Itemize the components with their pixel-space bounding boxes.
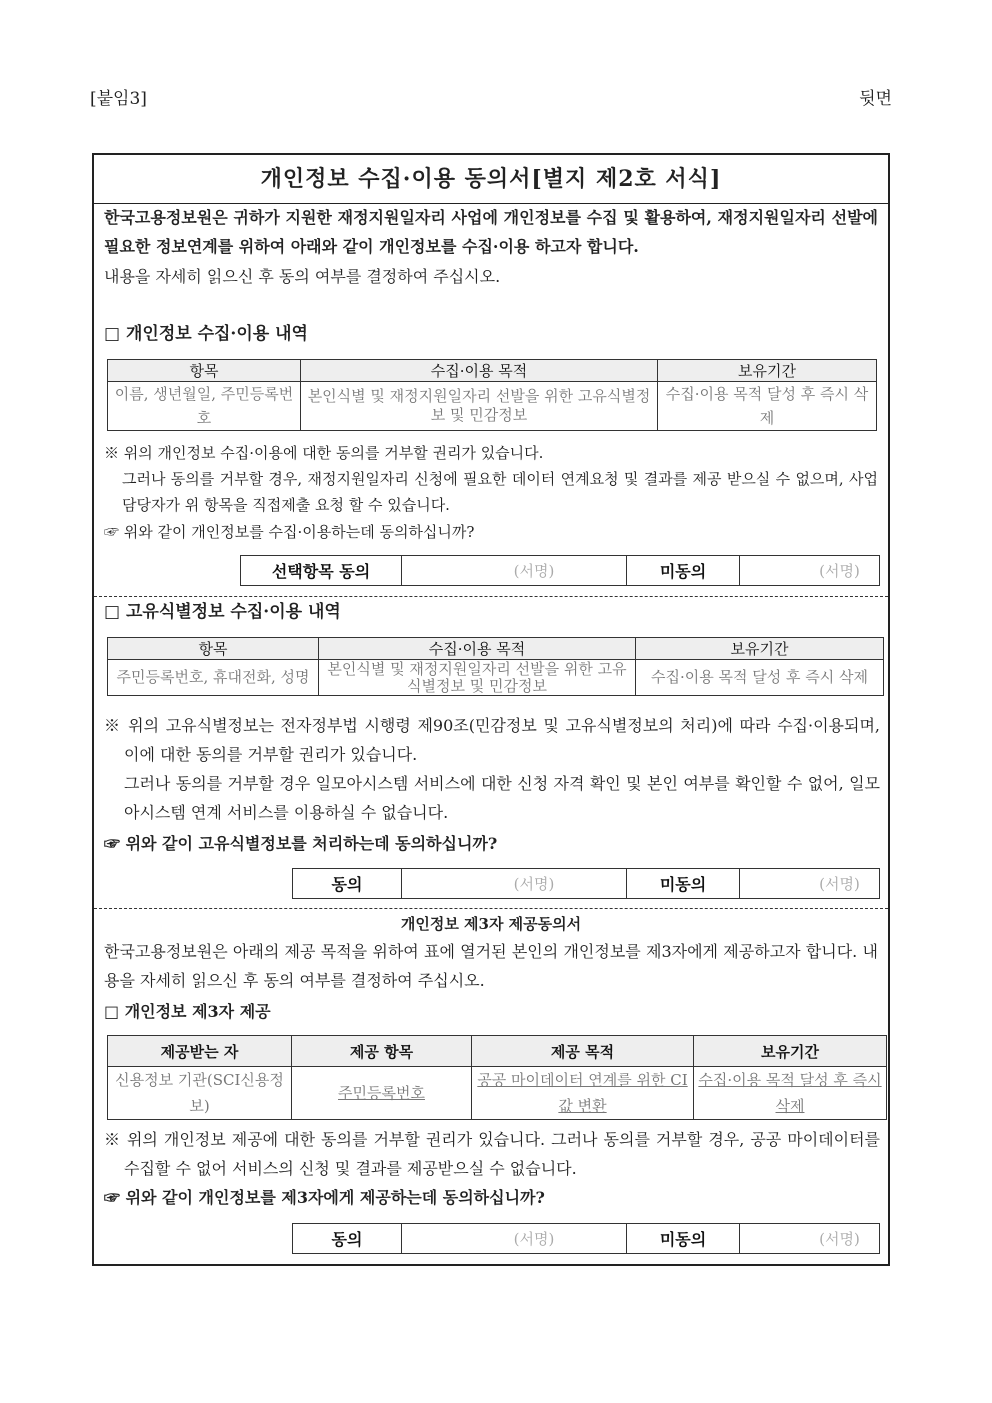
section-divider: [94, 596, 888, 597]
section-divider: [94, 908, 888, 909]
table-row: [108, 660, 884, 696]
col-header-provided-item: 제공 항목: [292, 1036, 472, 1067]
agree-label: 동의: [293, 869, 402, 899]
agree-label: 동의: [293, 1224, 402, 1254]
section3-intro: 한국고용정보원은 아래의 제공 목적을 위하여 표에 열거된 본인의 개인정보를 제3자에게 제공하고자 합니다. 내용을 자세히 읽으신 후 동의 여부를 결정하여 주십시오.: [104, 942, 878, 990]
disagree-signature-field[interactable]: (서명): [740, 869, 880, 899]
intro-bold-text: 한국고용정보원은 귀하가 지원한 재정지원일자리 사업에 개인정보를 수집 및 활용하여, 재정지원일자리 선발에 필요한 정보연계를 위하여 아래와 같이 개인정보를 수집·이용 하고자 합니다.: [104, 208, 878, 256]
col-header-purpose: 제공 목적: [472, 1036, 694, 1067]
section1-notice-detail: 그러나 동의를 거부할 경우, 재정지원일자리 신청에 필요한 데이터 연계요청 및 결과를 제공 받으실 수 없으며, 사업담당자가 위 항목을 직접제출 요청 할 수 있습니다.: [122, 470, 878, 514]
col-header-item: 항목: [108, 638, 319, 660]
agree-signature-field[interactable]: (서명): [402, 869, 627, 899]
section1-heading: □ 개인정보 수집·이용 내역: [104, 324, 308, 344]
attachment-label: [붙임3]: [90, 89, 147, 109]
page-side-label: 뒷면: [859, 89, 892, 109]
section2-signature-box: [292, 868, 880, 899]
agree-signature-field[interactable]: (서명): [402, 556, 627, 586]
cell-purpose: 공공 마이데이터 연계를 위한 CI값 변환: [472, 1067, 694, 1120]
col-header-purpose: 수집·이용 목적: [301, 360, 658, 382]
col-header-purpose: 수집·이용 목적: [319, 638, 636, 660]
agree-signature-field[interactable]: (서명): [402, 1224, 627, 1254]
table-header-row: [108, 360, 877, 382]
section2-table: [107, 637, 884, 696]
section1-table: [107, 359, 877, 431]
intro-normal-text: 내용을 자세히 읽으신 후 동의 여부를 결정하여 주십시오.: [104, 267, 501, 286]
disagree-signature-field[interactable]: (서명): [740, 556, 880, 586]
disagree-label: 미동의: [627, 869, 740, 899]
cell-retention: 수집·이용 목적 달성 후 즉시 삭제: [694, 1067, 887, 1120]
section1-notice: ※ 위의 개인정보 수집·이용에 대한 동의를 거부할 권리가 있습니다.: [104, 444, 544, 462]
section2-notice-detail: 그러나 동의를 거부할 경우 일모아시스템 서비스에 대한 신청 자격 확인 및 본인 여부를 확인할 수 없어, 일모아시스템 연계 서비스를 이용하실 수 없습니다.: [124, 774, 880, 822]
cell-purpose: 본인식별 및 재정지원일자리 선발을 위한 고유식별정보 및 민감정보: [319, 660, 636, 696]
section3-notice: ※ 위의 개인정보 제공에 대한 동의를 거부할 권리가 있습니다. 그러나 동의를 거부할 경우, 공공 마이데이터를 수집할 수 없어 서비스의 신청 및 결과를 제공받으실 수 없습니다.: [104, 1130, 880, 1178]
section2-heading: □ 고유식별정보 수집·이용 내역: [104, 602, 341, 622]
cell-provided-item: 주민등록번호: [292, 1067, 472, 1120]
col-header-retention: 보유기간: [636, 638, 884, 660]
disagree-signature-field[interactable]: (서명): [740, 1224, 880, 1254]
table-row: [108, 382, 877, 431]
col-header-recipient: 제공받는 자: [108, 1036, 292, 1067]
section2-question: ☞ 위와 같이 고유식별정보를 처리하는데 동의하십니까?: [104, 834, 498, 853]
col-header-retention: 보유기간: [658, 360, 877, 382]
section3-question: ☞ 위와 같이 개인정보를 제3자에게 제공하는데 동의하십니까?: [104, 1188, 545, 1207]
disagree-label: 미동의: [627, 556, 740, 586]
agree-label: 선택항목 동의: [241, 556, 402, 586]
table-header-row: [108, 638, 884, 660]
col-header-retention: 보유기간: [694, 1036, 887, 1067]
section1-signature-box: [240, 555, 880, 586]
cell-item: 주민등록번호, 휴대전화, 성명: [108, 660, 319, 696]
section3-subtitle: 개인정보 제3자 제공동의서: [400, 915, 582, 933]
table-row: [108, 1067, 887, 1120]
cell-purpose: 본인식별 및 재정지원일자리 선발을 위한 고유식별정보 및 민감정보: [301, 382, 658, 431]
cell-retention: 수집·이용 목적 달성 후 즉시 삭제: [658, 382, 877, 431]
section1-question: ☞ 위와 같이 개인정보를 수집·이용하는데 동의하십니까?: [104, 523, 475, 541]
cell-recipient: 신용정보 기관(SCI신용정보): [108, 1067, 292, 1120]
consent-form: [92, 153, 890, 1266]
section2-notice: ※ 위의 고유식별정보는 전자정부법 시행령 제90조(민감정보 및 고유식별정보의 처리)에 따라 수집·이용되며, 이에 대한 동의를 거부할 권리가 있습니다.: [104, 716, 880, 764]
cell-item: 이름, 생년월일, 주민등록번호: [108, 382, 301, 431]
section3-signature-box: [292, 1223, 880, 1254]
table-header-row: [108, 1036, 887, 1067]
section3-heading: □ 개인정보 제3자 제공: [104, 1002, 271, 1021]
form-title: 개인정보 수집·이용 동의서[별지 제2호 서식]: [94, 155, 888, 204]
cell-retention: 수집·이용 목적 달성 후 즉시 삭제: [636, 660, 884, 696]
col-header-item: 항목: [108, 360, 301, 382]
section3-table: [107, 1035, 887, 1120]
disagree-label: 미동의: [627, 1224, 740, 1254]
